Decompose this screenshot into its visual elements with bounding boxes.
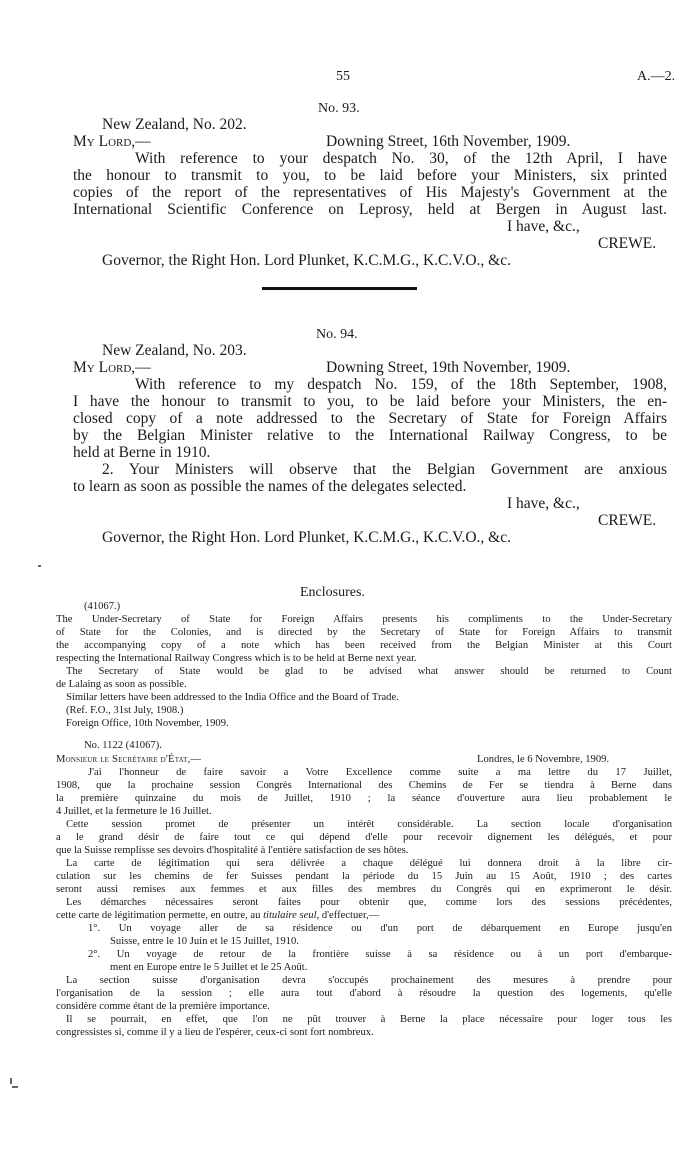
- body-line: 2. Your Ministers will observe that the Belgian Government are anxious: [102, 461, 667, 478]
- enclosure-line: la première quinzaine du mois de Juillet, 1910 ; la séance d'ouverture aura lieu probablement le: [56, 793, 672, 804]
- enclosure-line: La carte de légitimation qui sera délivrée a chaque délégué lui donnera droit à la libre cir-: [66, 858, 672, 869]
- body-line: I have the honour to transmit to you, to be laid before your Ministers, the en-: [73, 393, 667, 410]
- enclosure-line: respecting the International Railway Congress which is to be held at Berne next year.: [56, 653, 417, 664]
- enclosure-line: seront aussi remises aux femmes et aux filles des membres du Congrès qui en exprimeront le désir.: [56, 884, 672, 895]
- enclosure-line: congressistes si, comme il y a lieu de l'espérer, ceux-ci sont fort nombreux.: [56, 1027, 374, 1038]
- scan-mark: [12, 1086, 18, 1088]
- body-line: copies of the report of the representatives of His Majesty's Government at the: [73, 184, 667, 201]
- enclosure-line: 1908, que la prochaine session Congrès International des Chemins de Fer se tiendra à Berne dans: [56, 780, 672, 791]
- salutation: My Lord,—: [73, 133, 151, 150]
- enclosure-line: the accompanying copy of a note which has been received from the Belgian Minister at this Court: [56, 640, 672, 651]
- enclosures-heading: Enclosures.: [300, 585, 365, 600]
- enclosure-line: J'ai l'honneur de faire savoir a Votre Excellence comme suite a ma lettre du 17 Juillet,: [88, 767, 672, 778]
- list-item-continuation: ment en Europe entre le 5 Juillet et le 25 Août.: [110, 962, 308, 973]
- enclosure-line: The Secretary of State would be glad to be advised what answer should be returned to Count: [66, 666, 672, 677]
- enclosure-line: 4 Juillet, et la fermeture le 16 Juillet.: [56, 806, 212, 817]
- enclosure-line: [56, 910, 379, 923]
- enclosure-line: a le grand désir de faire tout ce qui dépend d'elle pour recevoir dignement les délégués, et pour: [56, 832, 672, 843]
- enclosure-line: Similar letters have been addressed to the India Office and the Board of Trade.: [66, 692, 399, 703]
- list-item-continuation: Suisse, entre le 10 Juin et le 15 Juillet, 1910.: [110, 936, 299, 947]
- body-line: With reference to my despatch No. 159, of the 18th September, 1908,: [135, 376, 667, 393]
- address-date: Downing Street, 16th November, 1909.: [326, 133, 571, 150]
- italic-phrase: titulaire seul,: [263, 910, 320, 921]
- body-line: by the Belgian Minister relative to the International Railway Congress, to be: [73, 427, 667, 444]
- document-reference: A.—2.: [637, 69, 676, 84]
- enclosure-line: de Lalaing as soon as possible.: [56, 679, 187, 690]
- address-date: Downing Street, 19th November, 1909.: [326, 359, 571, 376]
- addressee: Governor, the Right Hon. Lord Plunket, K.C.M.G., K.C.V.O., &c.: [102, 529, 511, 546]
- body-line: With reference to your despatch No. 30, of the 12th April, I have: [135, 150, 667, 167]
- salutation: My Lord,—: [73, 359, 151, 376]
- despatch-number: No. 94.: [316, 327, 358, 342]
- addressee: Governor, the Right Hon. Lord Plunket, K.C.M.G., K.C.V.O., &c.: [102, 252, 511, 269]
- enclosure-ref: (41067.): [84, 601, 121, 612]
- enclosure-line-part: cette carte de légitimation permette, en outre, au: [56, 910, 261, 921]
- closing: I have, &c.,: [507, 495, 580, 512]
- salutation: Monsieur le Secrétaire d'État,—: [56, 754, 202, 765]
- enclosure-line: culation sur les chemins de fer Suisses pendant la période du 15 Juin au 15 Août, 1910 ; des cartes: [56, 871, 672, 882]
- enclosure-line: Cette session promet de présenter un intérêt considérable. La section locale d'organisation: [66, 819, 672, 830]
- colony-reference: New Zealand, No. 202.: [102, 116, 247, 133]
- scan-mark: [38, 565, 41, 567]
- enclosure-line: The Under-Secretary of State for Foreign Affairs presents his compliments to the Under-Secretary: [56, 614, 672, 625]
- enclosure-line: considère comme étant de la première importance.: [56, 1001, 270, 1012]
- body-line: held at Berne in 1910.: [73, 444, 211, 461]
- enclosure-line: que la Suisse remplisse ses devoirs d'hospitalité à l'entière satisfaction de ses hôtes.: [56, 845, 409, 856]
- body-line: International Scientific Conference on Leprosy, held at Bergen in August last.: [73, 201, 667, 218]
- signature: CREWE.: [598, 235, 657, 252]
- colony-reference: New Zealand, No. 203.: [102, 342, 247, 359]
- body-line: closed copy of a note addressed to the Secretary of State for Foreign Affairs: [73, 410, 667, 427]
- section-divider: [262, 287, 417, 290]
- enclosure-line: Il se pourrait, en effet, que l'on ne pût trouver à Berne la place nécessaire pour loger tous les: [66, 1014, 672, 1025]
- enclosure-line: Les démarches nécessaires seront faites pour obtenir que, comme lors des sessions précédentes,: [66, 897, 672, 908]
- scan-mark: [10, 1078, 12, 1084]
- enclosure-ref: No. 1122 (41067).: [84, 740, 162, 751]
- closing: I have, &c.,: [507, 218, 580, 235]
- enclosure-line: La section suisse d'organisation devra s'occupés prochainement des mesures à prendre pour: [66, 975, 672, 986]
- body-line: the honour to transmit to you, to be laid before your Ministers, six printed: [73, 167, 667, 184]
- enclosure-line: (Ref. F.O., 31st July, 1908.): [66, 705, 184, 716]
- list-item: 2°. Un voyage de retour de la frontière suisse à sa résidence ou à un port d'embarque-: [88, 949, 672, 960]
- enclosure-line-part: d'effectuer,—: [321, 910, 380, 921]
- list-item: 1°. Un voyage aller de sa résidence ou d'un port de débarquement en Europe jusqu'en: [88, 923, 672, 934]
- body-line: to learn as soon as possible the names of the delegates selected.: [73, 478, 467, 495]
- enclosure-line: of State for the Colonies, and is directed by the Secretary of State for Foreign Affairs to transmit: [56, 627, 672, 638]
- enclosure-line: Foreign Office, 10th November, 1909.: [66, 718, 229, 729]
- signature: CREWE.: [598, 512, 657, 529]
- page-number: 55: [336, 69, 350, 84]
- enclosure-line: l'organisation de la session ; elle aura tout d'abord à résoudre la question des logements, qu'elle: [56, 988, 672, 999]
- despatch-number: No. 93.: [318, 101, 360, 116]
- place-date: Londres, le 6 Novembre, 1909.: [477, 754, 610, 765]
